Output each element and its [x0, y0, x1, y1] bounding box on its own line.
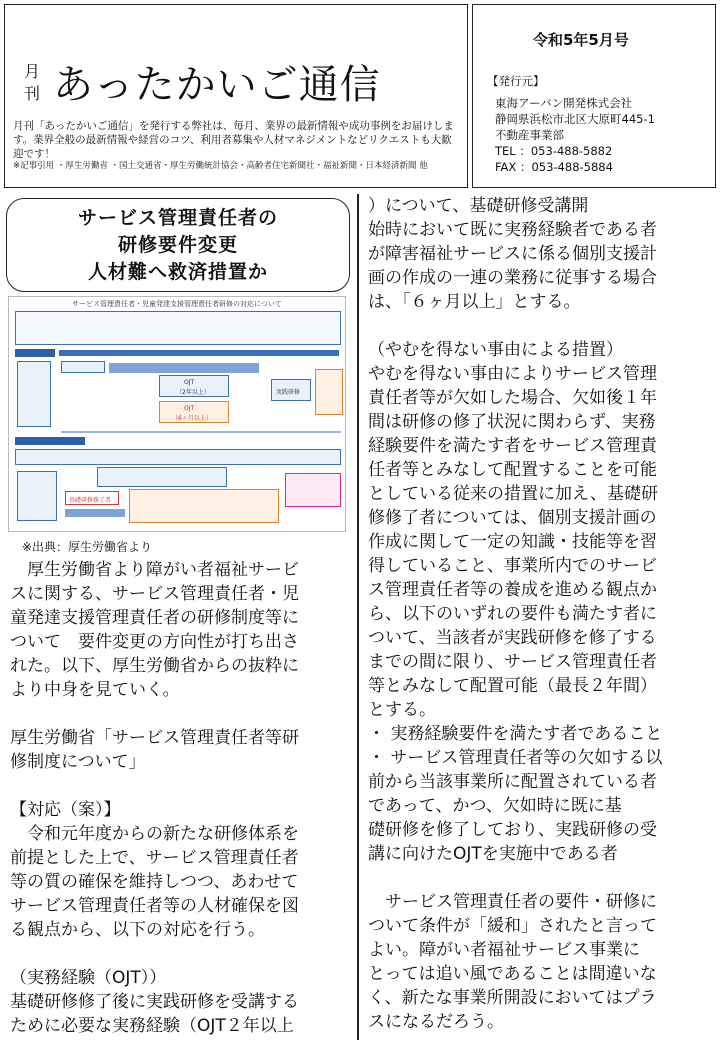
body-line: サービス管理責任者等の人材確保を図	[10, 896, 299, 916]
article-headline: サービス管理責任者の 研修要件変更 人材難へ救済措置か	[6, 198, 350, 292]
body-line: 童発達支援管理責任者の研修制度等に	[10, 608, 299, 628]
body-line	[368, 866, 714, 890]
publisher-fax: FAX ：053-488-5884	[495, 160, 613, 174]
publisher-address: 静岡県浜松市北区大原町445-1	[495, 112, 655, 126]
publisher-department: 不動産事業部	[495, 128, 564, 142]
body-line: であって、かつ、欠如時に既に基	[368, 796, 622, 816]
figure-caption: ※出典：厚生労働省より	[22, 540, 153, 554]
body-line: とする。	[368, 700, 436, 720]
body-line: 得していること、事業所内でのサービ	[368, 556, 657, 576]
body-line: れた。以下、厚生労働省からの抜粋に	[10, 656, 299, 676]
article-sources: ※記事引用 ・厚生労働省 ・国土交通省・厚生労働統計協会・高齢者住宅新聞社・福祉新聞・日本経済新聞 他	[13, 161, 428, 171]
publisher-box	[472, 4, 716, 188]
body-line: が障害福祉サービスに係る個別支援計	[368, 244, 657, 264]
body-line: （実務経験（OJT））	[10, 968, 167, 988]
body-line: 画の作成の一連の業務に従事する場合	[368, 268, 657, 288]
body-line: 等の質の確保を維持しつつ、あわせて	[10, 872, 299, 892]
publisher-label: 【発行元】	[487, 74, 545, 88]
body-line: 始時において既に実務経験者である者	[368, 220, 657, 240]
body-line: ら、以下のいずれの要件も満たす者に	[368, 604, 657, 624]
body-line: ために必要な実務経験（OJT２年以上	[10, 1016, 294, 1036]
body-line: ・ サービス管理責任者等の欠如する以	[368, 748, 663, 768]
newsletter-title: あったかいご通信	[53, 62, 381, 108]
body-line: より中身を見ていく。	[10, 680, 180, 700]
body-line	[10, 942, 354, 966]
body-line: 令和元年度からの新たな研修体系を	[10, 824, 299, 844]
body-line: 等とみなして配置可能（最長２年間）	[368, 676, 657, 696]
body-line: とっては追い風であることは間違いな	[368, 964, 657, 984]
body-line: ついて条件が「緩和」されたと言って	[368, 916, 657, 936]
masthead	[4, 4, 468, 188]
diagram-ojt-short-box: OJT （6ヶ月以上）	[159, 401, 229, 423]
body-line	[10, 702, 354, 726]
publisher-tel: TEL ：053-488-5882	[495, 144, 613, 158]
body-line: ついて、当該者が実践研修を修了する	[368, 628, 657, 648]
body-line: 修修了者については、個別支援計画の	[368, 508, 657, 528]
body-line: 間は研修の修了状況に関わらず、実務	[368, 412, 656, 432]
body-line: ・ 実務経験要件を満たす者であること	[368, 724, 663, 744]
body-line: サービス管理責任者の要件・研修に	[368, 892, 657, 912]
diagram-basic-box	[61, 361, 105, 373]
diagram-experience-box	[17, 361, 51, 427]
diagram-basic-done-box: 基礎研修修了者	[65, 491, 119, 505]
diagram-practice-box: 実践研修	[271, 379, 311, 401]
body-line: 【対応（案）】	[10, 800, 121, 820]
body-line: としている従来の措置に加え、基礎研	[368, 484, 659, 504]
body-line: 厚生労働省「サービス管理責任者等研	[10, 728, 299, 748]
newsletter-description: 月刊「あったかいご通信」を発行する弊社は、毎月、業界の最新情報や成功事例をお届けしま す。業界全般の最新情報や経営のコツ、利用者募集や人材マネジメントなどリクエストも大歓 迎です！	[13, 120, 454, 160]
diagram-title: サービス管理責任者・児童発達支援管理責任者研修の対応について	[72, 300, 282, 308]
body-line: 基礎研修修了後に実践研修を受講する	[10, 992, 299, 1012]
body-line: よい。障がい者福祉サービス事業に	[368, 940, 640, 960]
column-divider	[357, 194, 359, 1040]
publisher-company: 東海アーバン開発株式会社	[495, 96, 633, 110]
issue-date: 令和5年5月号	[533, 31, 629, 49]
body-line: （やむを得ない事由による措置）	[368, 340, 623, 360]
body-line: 前から当該事業所に配置されている者	[368, 772, 657, 792]
body-line: ス管理責任者等の養成を進める観点か	[368, 580, 657, 600]
body-line: 責任者等が欠如した場合、欠如後１年	[368, 388, 657, 408]
training-diagram	[8, 296, 346, 532]
body-line: 厚生労働省より障がい者福祉サービ	[10, 560, 299, 580]
body-line: 経験要件を満たす者をサービス管理責	[368, 436, 657, 456]
body-line: 礎研修を修了しており、実践研修の受	[368, 820, 657, 840]
body-line: スになるだろう。	[368, 1012, 504, 1032]
body-line: ついて 要件変更の方向性が打ち出さ	[10, 632, 299, 652]
body-line	[368, 314, 714, 338]
body-line: 講に向けたOJTを実施中である者	[368, 844, 618, 864]
diagram-result-box	[315, 369, 343, 415]
body-line: スに関する、サービス管理責任者・児	[10, 584, 299, 604]
body-line: く、新たな事業所開設においてはプラ	[368, 988, 657, 1008]
body-line: やむを得ない事由によりサービス管理	[368, 364, 657, 384]
body-line: 修制度について」	[10, 752, 146, 772]
diagram-note-box	[15, 311, 341, 345]
diagram-ojt-box: OJT （2年以上）	[159, 375, 229, 397]
body-line	[10, 774, 354, 798]
masthead-monthly-label: 月 刊	[23, 62, 40, 103]
body-line: までの間に限り、サービス管理責任者	[368, 652, 657, 672]
body-line: る観点から、以下の対応を行う。	[10, 920, 265, 940]
body-line: は、「６ヶ月以上」とする。	[368, 292, 581, 312]
article-body-left	[10, 558, 354, 1038]
body-line: 前提とした上で、サービス管理責任者	[10, 848, 299, 868]
body-line: 作成に関して一定の知識・技能等を習	[368, 532, 657, 552]
article-body-right	[368, 194, 714, 1034]
publisher-info	[495, 95, 655, 175]
body-line: ）について、基礎研修受講開	[368, 196, 589, 216]
body-line: 任者等とみなして配置することを可能	[368, 460, 657, 480]
